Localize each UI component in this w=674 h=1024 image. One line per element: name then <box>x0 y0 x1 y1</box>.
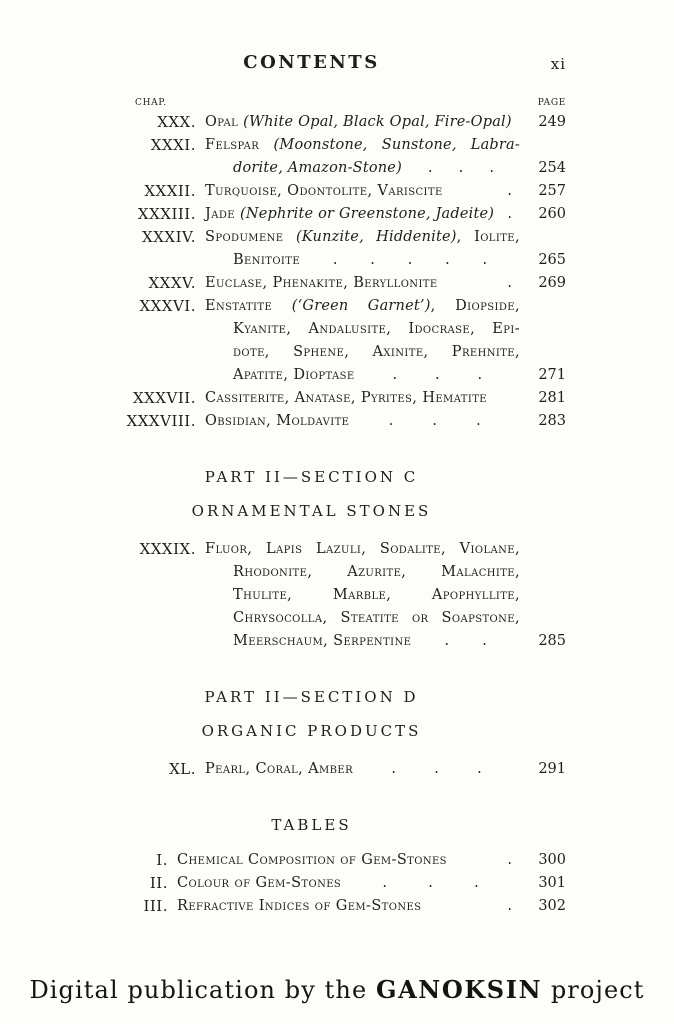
chapter-number: XXXVIII. <box>126 412 196 430</box>
text-segment: Chrysocolla, Steatite or Soapstone, <box>233 610 520 626</box>
page-number: 260 <box>538 206 566 222</box>
entry-line <box>205 630 520 653</box>
toc-entry <box>57 226 566 272</box>
leader-dot: . <box>476 413 481 429</box>
leader-dot: . <box>507 852 512 868</box>
leader-dot: . <box>428 160 433 176</box>
entry-line-text <box>205 111 512 134</box>
chapter-number: XXXIV. <box>142 228 196 246</box>
text-segment: Obsidian, Moldavite <box>205 413 350 429</box>
entry-line <box>205 295 520 318</box>
entry-line-text <box>177 872 341 895</box>
leader-dot: . <box>432 413 437 429</box>
section-subheading: ORGANIC PRODUCTS <box>201 722 422 740</box>
page-title: CONTENTS <box>243 52 380 73</box>
leader-dot: . <box>458 160 464 176</box>
page-number: 265 <box>538 252 566 268</box>
text-segment: (‘Green Garnet’) <box>291 298 431 314</box>
page-number: 300 <box>538 852 566 868</box>
leader-dot: . <box>370 252 375 268</box>
leader-dots <box>443 180 520 203</box>
toc-entry <box>57 272 566 295</box>
section-tables <box>57 815 566 918</box>
leader-dot: . <box>474 875 479 891</box>
leader-dot: . <box>482 633 487 649</box>
text-segment: Turquoise, Odontolite, Variscite <box>205 183 443 199</box>
footer-text-after: project <box>542 976 645 1004</box>
leader-dots <box>353 758 520 781</box>
page-number: 269 <box>538 275 566 291</box>
entry-title <box>205 134 520 180</box>
text-segment: dote, Sphene, Axinite, Prehnite, <box>233 344 520 360</box>
text-segment: , Iolite, <box>456 229 520 245</box>
leader-dot: . <box>391 761 396 777</box>
text-segment: Enstatite <box>205 298 292 314</box>
chapter-column-header: CHAP. <box>135 98 167 108</box>
leader-dots <box>355 364 520 387</box>
toc-entry <box>57 180 566 203</box>
section-heading: PART II—SECTION D <box>204 688 419 706</box>
page-number: 291 <box>538 761 566 777</box>
entry-title <box>205 387 520 410</box>
toc-entry <box>57 410 566 433</box>
toc-entry <box>57 895 566 918</box>
chapter-number: XXX. <box>157 113 196 131</box>
chapter-number: I. <box>156 851 168 869</box>
text-segment: Meerschaum, Serpentine <box>233 633 412 649</box>
text-segment: Kyanite, Andalusite, Idocrase, Epi- <box>233 321 520 337</box>
text-segment: Thulite, Marble, Apophyllite, <box>233 587 520 603</box>
entry-title <box>205 758 520 781</box>
text-segment: Opal <box>205 114 244 130</box>
entry-line-text <box>205 410 349 433</box>
leader-dot: . <box>477 367 483 383</box>
text-segment: Apatite, Dioptase <box>233 367 355 383</box>
entry-line <box>205 387 520 410</box>
page-column-header: PAGE <box>537 98 566 108</box>
entry-line <box>205 410 520 433</box>
entry-line <box>205 318 520 341</box>
entry-line <box>205 758 520 781</box>
entry-line-text <box>233 630 411 653</box>
entry-line <box>205 272 520 295</box>
leader-dots <box>300 249 520 272</box>
text-segment: Spodumene <box>205 229 296 245</box>
leader-dot: . <box>382 875 388 891</box>
entry-line-text <box>205 387 487 410</box>
text-segment: Refractive Indices of Gem-Stones <box>177 898 422 914</box>
entry-line-text <box>233 157 402 180</box>
entry-line-text <box>233 364 355 387</box>
chapter-number: XXXI. <box>150 136 196 154</box>
page-number: 302 <box>538 898 566 914</box>
text-segment: Rhodonite, Azurite, Malachite, <box>233 564 520 580</box>
chapter-number: XL. <box>169 760 196 778</box>
text-segment: Cassiterite, Anatase, Pyrites, Hematite <box>205 390 487 406</box>
page-number: 254 <box>538 160 566 176</box>
toc-entry <box>57 134 566 180</box>
chapter-number: II. <box>149 874 168 892</box>
leader-dot: . <box>507 898 512 914</box>
entry-line <box>205 249 520 272</box>
toc-entry <box>57 538 566 653</box>
entry-line <box>205 561 520 584</box>
entry-line-text <box>205 180 443 203</box>
folio-number: xi <box>550 55 566 73</box>
leader-dots <box>421 895 520 918</box>
entry-title <box>205 203 520 226</box>
text-segment: , Diopside, <box>430 298 520 314</box>
entry-title <box>177 895 520 918</box>
leader-dot: . <box>388 413 394 429</box>
text-segment: Jade <box>205 206 240 222</box>
toc-entry <box>57 387 566 410</box>
entry-line-text <box>205 758 353 781</box>
entry-line-text <box>177 895 421 918</box>
page-number: 285 <box>538 633 566 649</box>
text-segment: Fluor, Lapis Lazuli, Sodalite, Violane, <box>205 541 520 557</box>
section-subheading: ORNAMENTAL STONES <box>191 502 432 520</box>
chapter-number: XXXII. <box>144 182 196 200</box>
leader-dot: . <box>392 367 398 383</box>
text-segment: (White Opal, Black Opal, Fire-Opal) <box>243 114 512 130</box>
leader-dots <box>447 849 520 872</box>
entry-line <box>205 341 520 364</box>
entry-line-text <box>205 272 438 295</box>
text-segment: Benitoite <box>233 252 301 268</box>
leader-dot: . <box>434 367 440 383</box>
leader-dots <box>438 272 520 295</box>
entry-line <box>205 364 520 387</box>
chapter-number: XXXIX. <box>139 540 196 558</box>
leader-dot: . <box>444 633 450 649</box>
section-heading: PART II—SECTION C <box>204 468 419 486</box>
page-number: 301 <box>538 875 566 891</box>
section-organic <box>57 687 566 781</box>
toc-entry <box>57 872 566 895</box>
section-gemstones <box>57 111 566 433</box>
entry-line <box>205 111 520 134</box>
column-headers <box>57 98 566 108</box>
leader-dot: . <box>507 206 512 222</box>
leader-dot: . <box>482 252 488 268</box>
text-segment: (Kunzite, Hiddenite) <box>295 229 457 245</box>
entry-title <box>177 849 520 872</box>
leader-dots <box>341 872 520 895</box>
entry-line <box>205 134 520 157</box>
entry-line <box>177 849 520 872</box>
leader-dot: . <box>489 160 494 176</box>
chapter-number: XXXIII. <box>137 205 196 223</box>
entry-title <box>205 272 520 295</box>
section-ornamental <box>57 467 566 653</box>
entry-title <box>205 538 520 653</box>
leader-dot: . <box>434 761 439 777</box>
leader-dot: . <box>507 275 512 291</box>
entry-line <box>205 203 520 226</box>
entry-title <box>205 410 520 433</box>
chapter-number: III. <box>143 897 168 915</box>
leader-dots <box>349 410 520 433</box>
toc-entry <box>57 203 566 226</box>
page-number: 281 <box>538 390 566 406</box>
page-number: 249 <box>538 114 566 130</box>
leader-dots <box>411 630 520 653</box>
leader-dot: . <box>407 252 413 268</box>
entry-line <box>205 607 520 630</box>
footer-text-before: Digital publication by the <box>29 976 376 1004</box>
text-segment: Chemical Composition of Gem-Stones <box>177 852 447 868</box>
text-segment: Pearl, Coral, Amber <box>205 761 354 777</box>
text-segment: Felspar <box>205 137 274 153</box>
leader-dot: . <box>445 252 450 268</box>
chapter-number: XXXVI. <box>139 297 196 315</box>
text-segment: (Moonstone, Sunstone, Labra- <box>273 137 520 153</box>
entry-line-text <box>233 249 300 272</box>
toc-entry <box>57 849 566 872</box>
footer-credit <box>0 975 674 1004</box>
entry-title <box>205 180 520 203</box>
entry-line <box>205 538 520 561</box>
entry-line <box>205 226 520 249</box>
entry-line <box>205 584 520 607</box>
chapter-number: XXXV. <box>148 274 196 292</box>
entry-line-text <box>205 203 494 226</box>
entry-title <box>205 111 520 134</box>
text-segment: dorite, Amazon-Stone) <box>233 160 402 176</box>
leader-dot: . <box>507 183 512 199</box>
table-of-contents <box>57 111 566 918</box>
entry-line <box>177 872 520 895</box>
text-segment: Euclase, Phenakite, Beryllonite <box>205 275 438 291</box>
page-number: 283 <box>538 413 566 429</box>
leader-dot: . <box>428 875 433 891</box>
text-segment: (Nephrite or Greenstone, Jadeite) <box>239 206 495 222</box>
entry-title <box>205 226 520 272</box>
entry-title <box>177 872 520 895</box>
chapter-number: XXXVII. <box>133 389 196 407</box>
leader-dots <box>402 157 520 180</box>
page-number: 257 <box>538 183 566 199</box>
leader-dot: . <box>332 252 338 268</box>
toc-entry <box>57 111 566 134</box>
toc-entry <box>57 295 566 387</box>
entry-line <box>177 895 520 918</box>
footer-brand: GANOKSIN <box>375 975 543 1004</box>
leader-dot: . <box>477 761 482 777</box>
entry-title <box>205 295 520 387</box>
toc-entry <box>57 758 566 781</box>
page-number: 271 <box>538 367 566 383</box>
text-segment: Colour of Gem-Stones <box>177 875 342 891</box>
section-heading: TABLES <box>271 816 352 834</box>
leader-dots <box>494 203 520 226</box>
entry-line <box>205 180 520 203</box>
entry-line-text <box>177 849 447 872</box>
page-header <box>57 52 566 78</box>
entry-line <box>205 157 520 180</box>
